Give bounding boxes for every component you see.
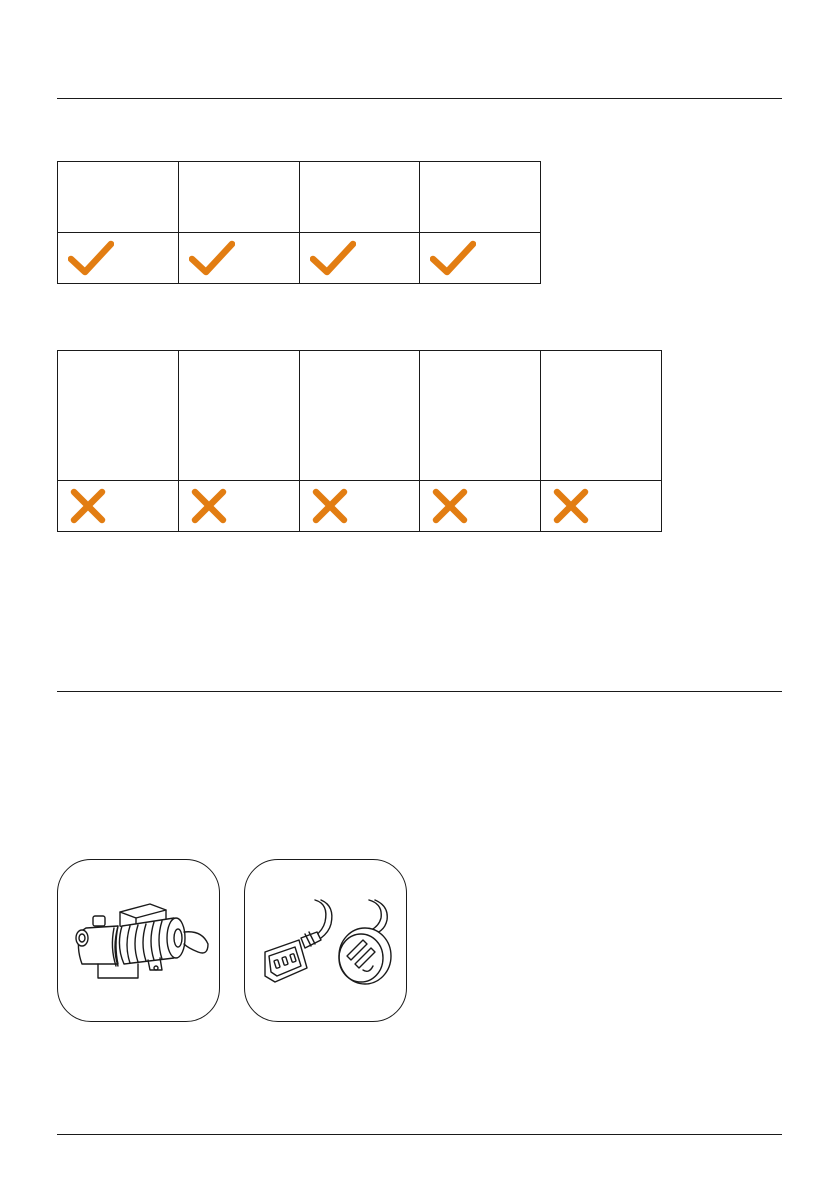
unsuitable-mark-cell <box>299 481 420 532</box>
unsuitable-mark-cell <box>541 481 662 532</box>
suitable-mark-cell <box>178 233 299 284</box>
cross-icon <box>68 486 108 526</box>
top-rule <box>57 98 782 99</box>
unsuitable-mark-cell <box>178 481 299 532</box>
unsuitable-header-cell <box>541 351 662 481</box>
cross-icon <box>430 486 470 526</box>
suitable-mark-cell <box>420 233 541 284</box>
cross-icon <box>189 486 229 526</box>
check-icon <box>68 239 114 277</box>
unsuitable-table <box>57 350 662 532</box>
unsuitable-header-cell <box>58 351 179 481</box>
bottom-rule <box>57 1134 782 1135</box>
suitable-header-cell <box>420 162 541 233</box>
unsuitable-header-cell <box>299 351 420 481</box>
check-icon <box>310 239 356 277</box>
check-icon <box>430 239 476 277</box>
unsuitable-header-cell <box>178 351 299 481</box>
suitable-header-cell <box>58 162 179 233</box>
suitable-header-cell <box>299 162 420 233</box>
unsuitable-mark-cell <box>58 481 179 532</box>
suitable-mark-cell <box>58 233 179 284</box>
power-cord-icon <box>245 860 408 1023</box>
power-cord-tile <box>244 859 407 1022</box>
pump-tile <box>57 859 220 1022</box>
check-icon <box>189 239 235 277</box>
unsuitable-header-cell <box>420 351 541 481</box>
unsuitable-mark-cell <box>420 481 541 532</box>
cross-icon <box>551 486 591 526</box>
section-rule <box>57 691 782 692</box>
suitable-table <box>57 161 541 284</box>
cross-icon <box>310 486 350 526</box>
suitable-mark-cell <box>299 233 420 284</box>
pump-icon <box>58 860 221 1023</box>
suitable-header-cell <box>178 162 299 233</box>
